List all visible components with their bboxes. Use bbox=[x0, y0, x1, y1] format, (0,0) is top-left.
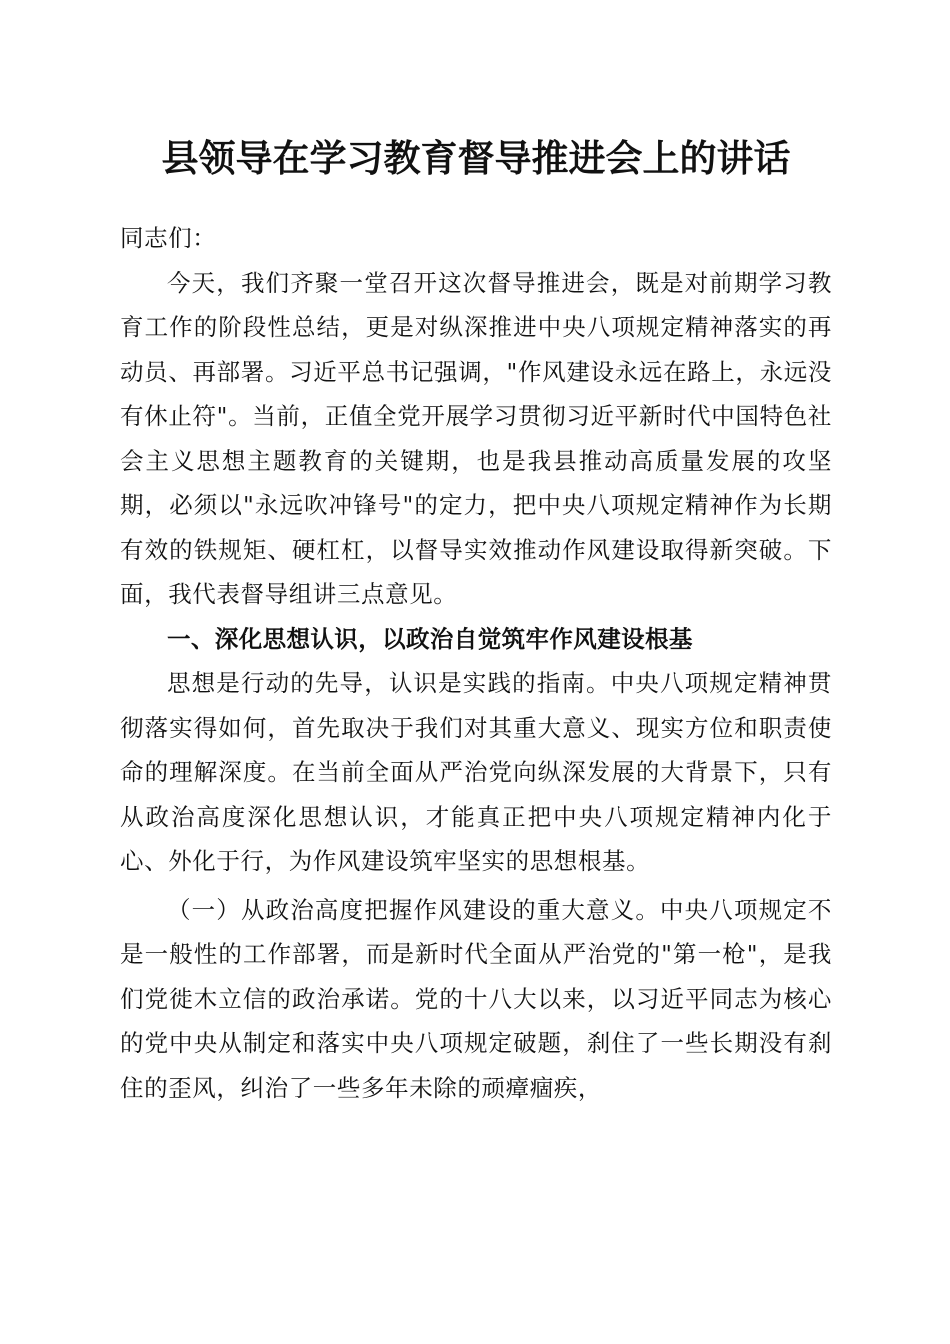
intro-paragraph: 今天，我们齐聚一堂召开这次督导推进会，既是对前期学习教育工作的阶段性总结，更是对纵深推进中央八项规定精神落实的再动员、再部署。习近平总书记强调，"作风建设永远在路上，永远没有休止符"。当前，正值全党开展学习贯彻习近平新时代中国特色社会主义思想主题教育的关键期，也是我县推动高质量发展的攻坚期，必须以"永远吹冲锋号"的定力，把中央八项规定精神作为长期有效的铁规矩、硬杠杠，以督导实效推动作风建设取得新突破。下面，我代表督导组讲三点意见。 bbox=[120, 268, 832, 608]
subsection-1-heading: （一）从政治高度把握作风建设的重大意义。 bbox=[167, 895, 660, 924]
section-1-paragraph: 思想是行动的先导，认识是实践的指南。中央八项规定精神贯彻落实得如何，首先取决于我们对其重大意义、现实方位和职责使命的理解深度。在当前全面从严治党向纵深发展的大背景下，只有从政治高度深化思想认识，才能真正把中央八项规定精神内化于心、外化于行，为作风建设筑牢坚实的思想根基。 bbox=[120, 669, 832, 875]
section-1-heading: 一、深化思想认识，以政治自觉筑牢作风建设根基 bbox=[167, 624, 693, 653]
salutation: 同志们： bbox=[120, 224, 217, 252]
document-page bbox=[120, 128, 832, 1110]
subsection-1-body: 中央八项规定不是一般性的工作部署，而是新时代全面从严治党的"第一枪"，是我们党徙木立信的政治承诺。党的十八大以来，以习近平同志为核心的党中央从制定和落实中央八项规定破题，刹住了一些长期没有刹住的歪风，纠治了一些多年未除的顽瘴痼疾， bbox=[120, 895, 832, 1102]
subsection-1-paragraph bbox=[120, 888, 832, 1111]
document-title: 县领导在学习教育督导推进会上的讲话 bbox=[161, 136, 791, 180]
